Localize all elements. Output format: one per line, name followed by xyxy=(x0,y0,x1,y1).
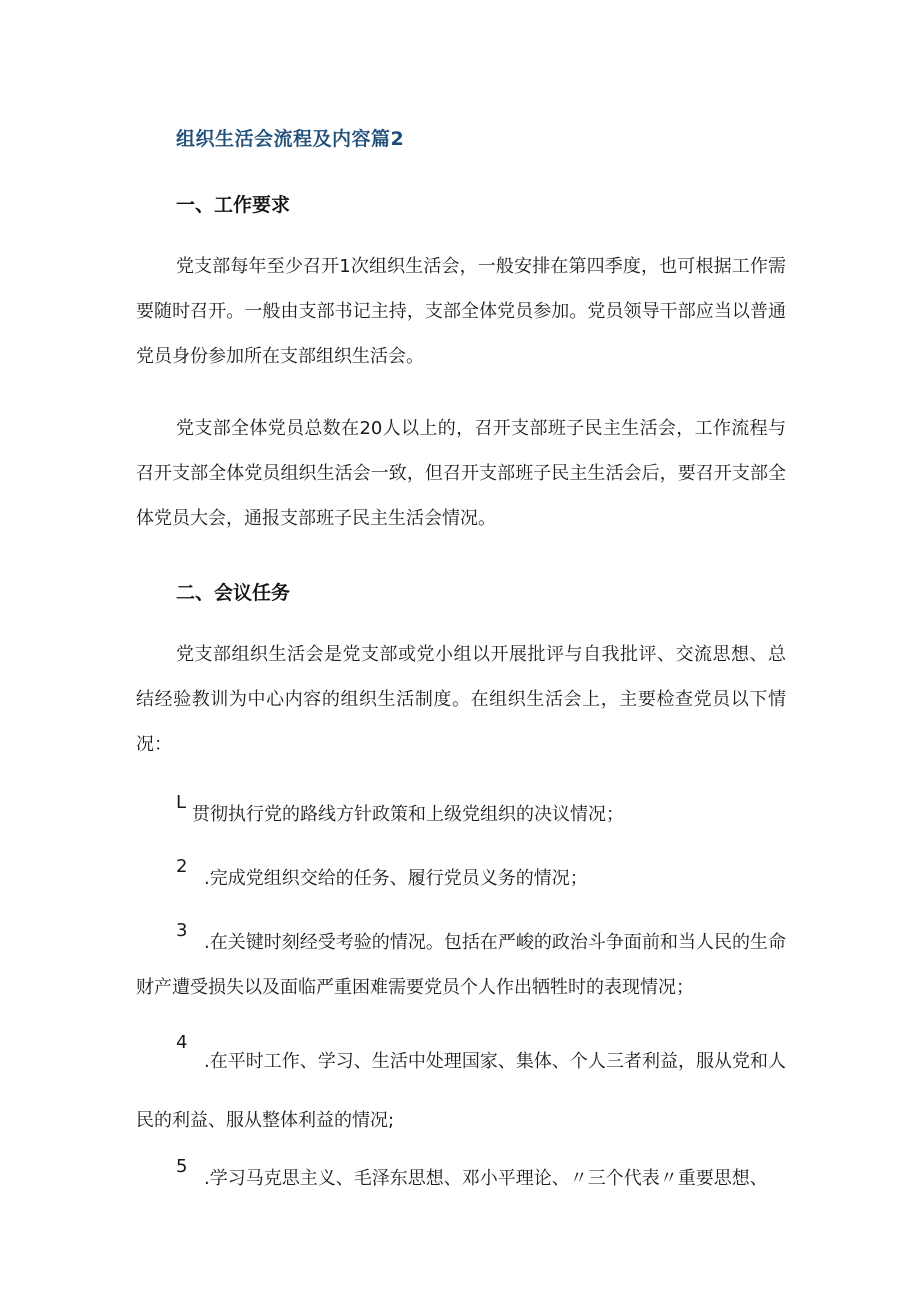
paragraph: 党支部组织生活会是党支部或党小组以开展批评与自我批评、交流思想、总结经验教训为中心内容的组织生活制度。在组织生活会上，主要检查党员以下情况： xyxy=(136,644,786,755)
list-item-text: .在平时工作、学习、生活中处理国家、集体、个人三者利益，服从党和人民的利益、服从整体利益的情况; xyxy=(136,1051,786,1131)
list-item xyxy=(136,920,786,1010)
list-item-number: 5 xyxy=(176,1156,188,1177)
list-item xyxy=(136,856,786,901)
list-item-text: .完成党组织交给的任务、履行党员义务的情况； xyxy=(204,868,588,889)
list-item xyxy=(136,1032,786,1150)
list-item-text: .学习马克思主义、毛泽东思想、邓小平理论、〃三个代表〃重要思想、 xyxy=(204,1168,768,1189)
list-item xyxy=(136,792,786,837)
paragraph: 党支部全体党员总数在20人以上的，召开支部班子民主生活会，工作流程与召开支部全体党员组织生活会一致，但召开支部班子民主生活会后，要召开支部全体党员大会，通报支部班子民主生活会情况。 xyxy=(136,418,786,529)
list-item-number: L xyxy=(176,792,187,813)
list-item-text: 贯彻执行党的路线方针政策和上级党组织的决议情况； xyxy=(192,804,624,825)
list-item-number: 4 xyxy=(176,1032,188,1053)
list-item-number: 3 xyxy=(176,920,188,941)
section-heading-requirements: 一、工作要求 xyxy=(176,194,291,216)
list-item-text: .在关键时刻经受考验的情况。包括在严峻的政治斗争面前和当人民的生命财产遭受损失以及面临严重困难需要党员个人作出牺牲时的表现情况； xyxy=(136,932,786,998)
section-heading-tasks: 二、会议任务 xyxy=(176,582,291,604)
list-item xyxy=(136,1156,786,1201)
document-title: 组织生活会流程及内容篇2 xyxy=(176,128,405,150)
paragraph: 党支部每年至少召开1次组织生活会，一般安排在第四季度，也可根据工作需要随时召开。一般由支部书记主持，支部全体党员参加。党员领导干部应当以普通党员身份参加所在支部组织生活会。 xyxy=(136,256,786,367)
list-item-number: 2 xyxy=(176,856,188,877)
